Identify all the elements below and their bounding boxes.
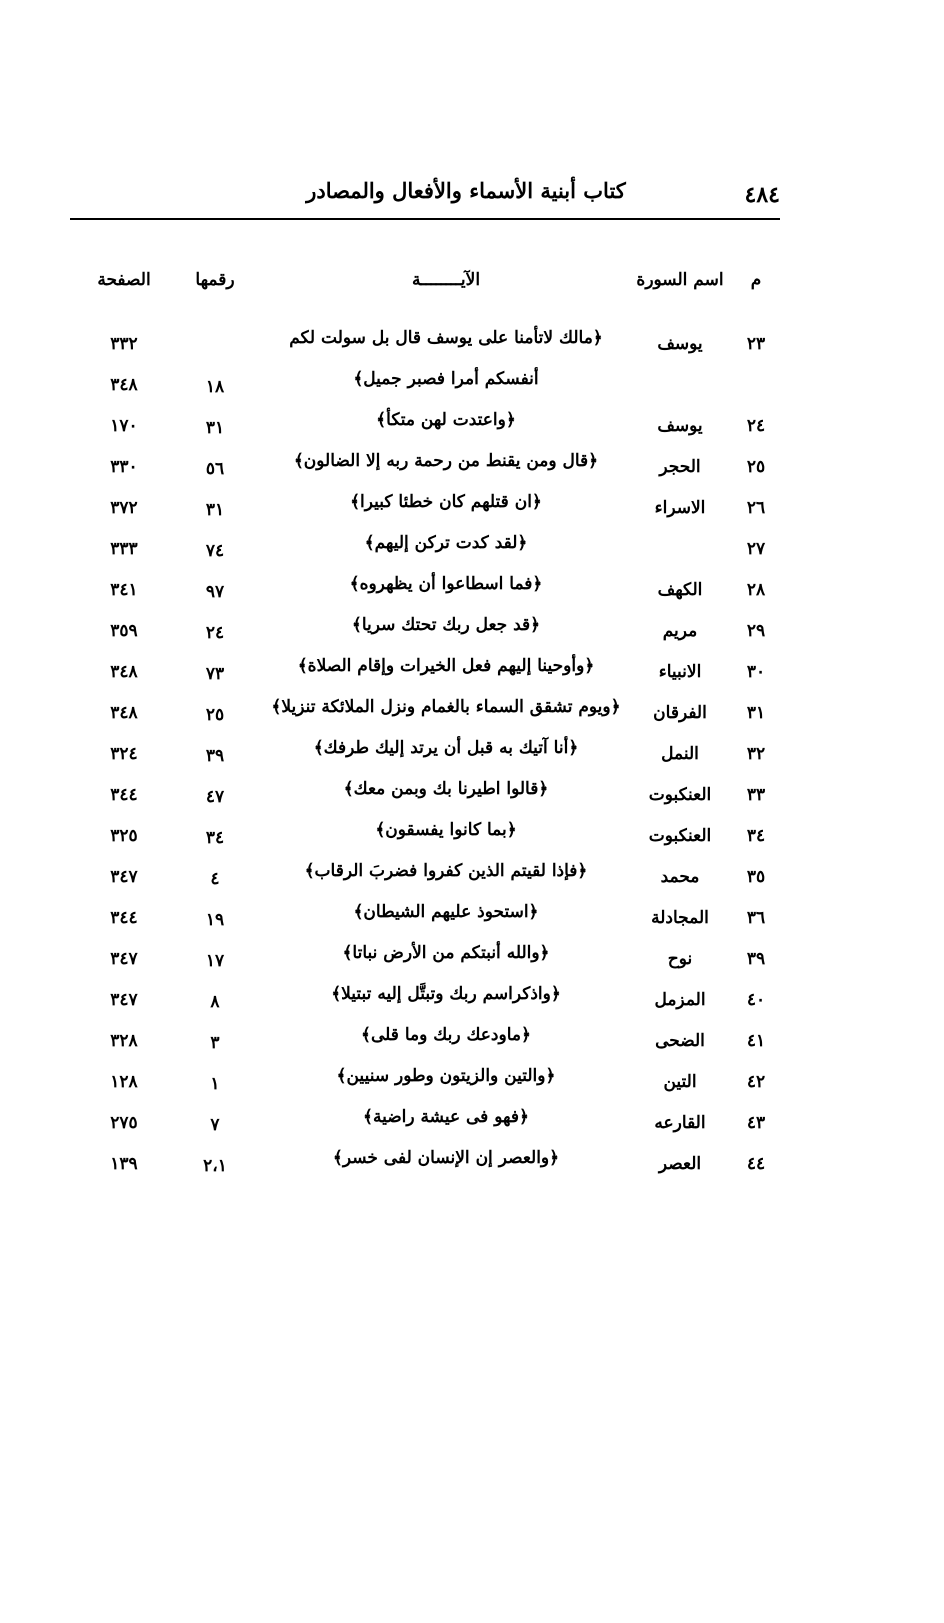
row-num: ٤٣ (746, 1113, 766, 1133)
book-title: كتاب أبنية الأسماء والأفعال والمصادر (306, 178, 626, 203)
row-num: ٢٩ (746, 621, 766, 641)
table-header-row (78, 258, 784, 320)
verse-number: ٨ (210, 992, 220, 1012)
row-num: ٤٤ (746, 1154, 766, 1174)
page-ref: ٣٣٣ (110, 539, 138, 559)
page-ref: ٣٤٧ (110, 990, 138, 1010)
surah-name: الكهف (657, 580, 703, 600)
verse-text: ﴿وأوحينا إليهم فعل الخيرات وإقام الصلاة﴾ (297, 656, 595, 676)
surah-name: النمل (661, 744, 699, 764)
surah-name: مريم (662, 621, 698, 641)
page-ref: ٣٤٨ (110, 662, 138, 682)
row-num (728, 361, 784, 373)
page-ref: ٣٣٢ (110, 334, 138, 354)
page-ref: ٣٧٢ (110, 498, 138, 518)
surah-name: العنكبوت (648, 785, 712, 805)
surah-name: يوسف (657, 334, 703, 354)
verse-text: ﴿فهو فى عيشة راضية﴾ (363, 1107, 529, 1127)
page-ref: ٣٤٧ (110, 949, 138, 969)
table-row (78, 443, 784, 484)
table-row (78, 976, 784, 1017)
table-row (78, 607, 784, 648)
page-ref: ٣٤٨ (110, 375, 138, 395)
row-num: ٣٠ (746, 662, 766, 682)
verse-text: ﴿قالوا اطيرنا بك وبمن معك﴾ (343, 779, 549, 799)
row-num: ٢٥ (746, 457, 766, 477)
table-row (78, 894, 784, 935)
page-ref: ٣٢٥ (110, 826, 138, 846)
table-row (78, 402, 784, 443)
surah-name: يوسف (657, 416, 703, 436)
verse-number: ٤٧ (205, 787, 225, 807)
table-row (78, 853, 784, 894)
row-num: ٣٥ (746, 867, 766, 887)
verse-text: ﴿ماودعك ربك وما قلى﴾ (361, 1025, 531, 1045)
surah-name: الفرقان (653, 703, 707, 723)
table-row (78, 730, 784, 771)
verse-text: ﴿أنا آتيك به قبل أن يرتد إليك طرفك﴾ (313, 738, 579, 758)
row-num: ٢٨ (746, 580, 766, 600)
page-ref: ٢٧٥ (110, 1113, 138, 1133)
row-num: ٢٤ (746, 416, 766, 436)
row-num: ٤١ (746, 1031, 766, 1051)
verse-text: ﴿والعصر إن الإنسان لفى خسر﴾ (332, 1148, 560, 1168)
running-header (70, 170, 780, 224)
row-num: ٣٤ (746, 826, 766, 846)
verse-number: ٤ (210, 869, 220, 889)
surah-name: نوح (667, 949, 693, 969)
row-num: ٢٣ (746, 334, 766, 354)
page-ref: ٣٢٨ (110, 1031, 138, 1051)
verse-number: ١٧ (205, 951, 225, 971)
row-num: ٢٧ (746, 539, 766, 559)
surah-name: محمد (660, 867, 700, 887)
table-row (78, 320, 784, 361)
row-num: ٤٠ (746, 990, 766, 1010)
verse-number: ٣١ (205, 500, 225, 520)
page-ref: ٣٤٧ (110, 867, 138, 887)
surah-name: الضحى (655, 1031, 705, 1051)
column-header-surah: اسم السورة (636, 270, 724, 290)
verse-text: ﴿قال ومن يقنط من رحمة ربه إلا الضالون﴾ (293, 451, 599, 471)
column-header-verse-no: رقمها (195, 270, 235, 290)
table-row (78, 525, 784, 566)
column-header-verse: الآيــــــــة (411, 270, 481, 290)
page-ref: ٣٤٨ (110, 703, 138, 723)
verse-number: ٣١ (205, 418, 225, 438)
page-ref: ٣٤١ (110, 580, 138, 600)
table-row (78, 812, 784, 853)
surah-name: الانبياء (658, 662, 702, 682)
verse-number: ٧ (210, 1115, 220, 1135)
row-num: ٤٢ (746, 1072, 766, 1092)
verse-number: ١٩ (205, 910, 225, 930)
verse-number: ٧٤ (205, 541, 225, 561)
page-number: ٤٨٤ (744, 182, 780, 208)
table-row (78, 1017, 784, 1058)
table-row (78, 1140, 784, 1181)
verse-text: ﴿واعتدت لهن متكأ﴾ (376, 410, 516, 430)
page-ref: ٣٣٠ (110, 457, 138, 477)
row-num: ٢٦ (746, 498, 766, 518)
page-ref: ١٧٠ (110, 416, 138, 436)
verse-text: ﴿قد جعل ربك تحتك سريا﴾ (351, 615, 541, 635)
table-row (78, 566, 784, 607)
verse-text: ﴿فإذا لقيتم الذين كفروا فضربَ الرقاب﴾ (304, 861, 588, 881)
verse-text: ﴿لقد كدت تركن إليهم﴾ (364, 533, 528, 553)
verse-text: ﴿مالك لاتأمنا على يوسف قال بل سولت لكم (289, 328, 603, 348)
verse-number: ٢٤ (205, 623, 225, 643)
page-ref: ٣٤٤ (110, 785, 138, 805)
surah-name: العصر (658, 1154, 702, 1174)
verse-number: ١ (210, 1074, 220, 1094)
verse-number: ٢٥ (205, 705, 225, 725)
table-row (78, 1099, 784, 1140)
verse-text: ﴿والتين والزيتون وطور سنيين﴾ (336, 1066, 556, 1086)
row-num: ٣٢ (746, 744, 766, 764)
verse-number: ٣ (210, 1033, 220, 1053)
page-ref: ٣٢٤ (110, 744, 138, 764)
row-num: ٣٣ (746, 785, 766, 805)
page-ref: ١٣٩ (110, 1154, 138, 1174)
table-row (78, 689, 784, 730)
page-ref: ٣٤٤ (110, 908, 138, 928)
verse-text: أنفسكم أمرا فصبر جميل﴾ (353, 369, 539, 389)
table-row (78, 361, 784, 402)
table-row (78, 935, 784, 976)
page-ref: ١٢٨ (110, 1072, 138, 1092)
row-num: ٣١ (746, 703, 766, 723)
verse-number: ٩٧ (205, 582, 225, 602)
verse-number: ٣٩ (205, 746, 225, 766)
verse-text: ﴿ويوم تشقق السماء بالغمام ونزل الملائكة تنزيلا﴾ (271, 697, 621, 717)
surah-name: التين (663, 1072, 697, 1092)
table-row (78, 1058, 784, 1099)
surah-name: العنكبوت (648, 826, 712, 846)
page-ref: ٣٥٩ (110, 621, 138, 641)
surah-name: المزمل (654, 990, 706, 1010)
verse-number: ٢،١ (203, 1156, 227, 1176)
verse-number: ٧٣ (205, 664, 225, 684)
table-row (78, 484, 784, 525)
row-num: ٣٩ (746, 949, 766, 969)
surah-name: الحجر (659, 457, 701, 477)
table-body (78, 320, 784, 1181)
verse-text: ﴿استحوذ عليهم الشيطان﴾ (353, 902, 539, 922)
column-header-page: الصفحة (97, 270, 151, 290)
verse-number: ٣٤ (205, 828, 225, 848)
surah-name (632, 525, 728, 537)
verse-text: ﴿والله أنبتكم من الأرض نباتا﴾ (342, 943, 550, 963)
surah-name: الاسراء (654, 498, 706, 518)
table-row (78, 648, 784, 689)
verse-index-table (78, 258, 784, 1181)
header-rule (70, 218, 780, 220)
verse-number (170, 320, 260, 334)
surah-name: المجادلة (651, 908, 709, 928)
surah-name (632, 361, 728, 373)
verse-text: ﴿ان قتلهم كان خطئا كبيرا﴾ (350, 492, 542, 512)
verse-text: ﴿واذكراسم ربك وتبتَّل إليه تبتيلا﴾ (331, 984, 561, 1004)
row-num: ٣٦ (746, 908, 766, 928)
table-row (78, 771, 784, 812)
verse-text: ﴿فما اسطاعوا أن يظهروه﴾ (349, 574, 543, 594)
surah-name: القارعه (654, 1113, 706, 1133)
verse-number: ١٨ (205, 377, 225, 397)
verse-number: ٥٦ (205, 459, 225, 479)
verse-text: ﴿بما كانوا يفسقون﴾ (375, 820, 517, 840)
column-header-num: م (750, 270, 762, 290)
